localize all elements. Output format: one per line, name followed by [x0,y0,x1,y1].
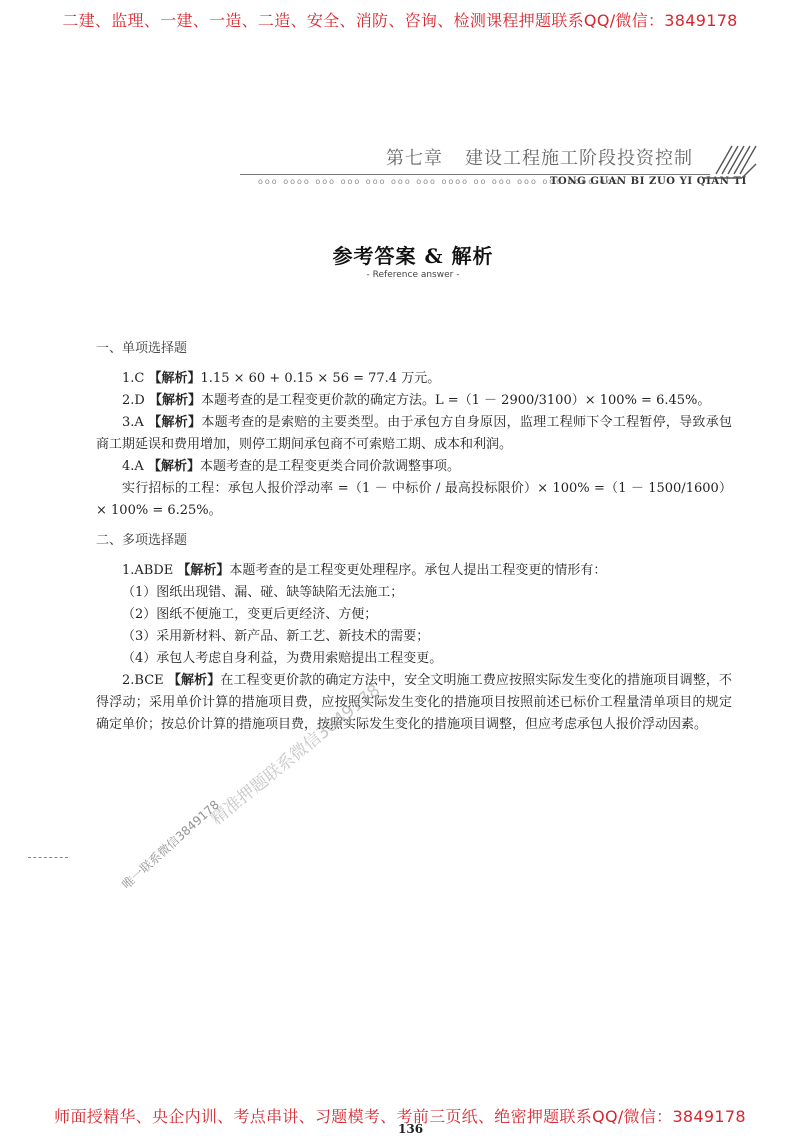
scan-mark [28,857,68,859]
answer-text: 本题考查的是索赔的主要类型。由于承包方自身原因，监理工程师下令工程暂停，导致承包商工期延误和费用增加，则停工期间承包商不可索赔工期、成本和利润。 [96,415,732,452]
answer-number: 2.D [122,393,145,408]
analysis-tag: 【解析】 [177,563,230,578]
page-number: 136 [398,1122,424,1136]
analysis-tag: 【解析】 [167,673,221,688]
answer-content [96,338,732,736]
header-rule [240,174,710,175]
list-item [96,582,732,604]
section-multiple-choice: 二、多项选择题 [96,533,188,548]
header-subtitle: TONG GUAN BI ZUO YI QIAN TI [550,176,747,187]
chapter-number: 第七章 [386,148,443,169]
watermark-text: 精准押题联系微信3849178 [207,680,385,830]
answer-title: 参考答案 & 解析 [332,244,494,268]
header-dots: ooo oooo ooo ooo ooo ooo ooo oooo oo ooo ooo ooo oooo ooo [258,177,621,186]
list-item [96,648,732,670]
list-item [96,604,732,626]
answer-item [96,390,732,412]
answer-text: （3）采用新材料、新产品、新工艺、新技术的需要； [122,629,430,644]
answer-text: （1）图纸出现错、漏、碰、缺等缺陷无法施工； [122,585,404,600]
answer-number: 1.C [122,371,145,386]
answer-item [96,456,732,478]
bottom-banner: 师面授精华、央企内训、考点串讲、习题模考、考前三页纸、绝密押题联系QQ/微信：3849178 [54,1107,746,1126]
answer-text: 1.15 × 60 + 0.15 × 56 = 77.4 万元。 [200,371,441,386]
answer-text: 实行招标的工程：承包人报价浮动率 =（1 － 中标价 / 最高投标限价）× 100% =（1 － 1500/1600）× 100% = 6.25%。 [96,481,732,518]
analysis-tag: 【解析】 [148,393,201,408]
chapter-header [240,140,760,190]
chapter-title [386,144,693,170]
answer-number: 3.A [122,415,144,430]
list-item [96,626,732,648]
section-single-choice: 一、单项选择题 [96,341,188,356]
answer-text: 本题考查的是工程变更价款的确定方法。L =（1 － 2900/3100）× 100% = 6.45%。 [200,393,711,408]
chapter-name: 建设工程施工阶段投资控制 [465,148,693,169]
answer-item [96,412,732,456]
answer-text: 本题考查的是工程变更类合同价款调整事项。 [199,459,460,474]
top-banner: 二建、监理、一建、一造、二造、安全、消防、咨询、检测课程押题联系QQ/微信：3849178 [62,11,738,30]
answer-text: 本题考查的是工程变更处理程序。承包人提出工程变更的情形有： [229,563,607,578]
answer-subtitle: - Reference answer - [366,270,460,280]
header-stripes-icon [702,144,758,188]
answer-text: （4）承包人考虑自身利益，为费用索赔提出工程变更。 [122,651,443,666]
answer-number: 2.BCE [122,673,164,688]
answer-number: 4.A [122,459,144,474]
answer-text: （2）图纸不便施工，变更后更经济、方便； [122,607,378,622]
analysis-tag: 【解析】 [147,459,200,474]
watermark-text: 唯一联系微信3849178 [119,797,222,892]
answer-item [96,670,732,736]
answer-item [96,560,732,582]
answer-item [96,368,732,390]
analysis-tag: 【解析】 [148,415,202,430]
analysis-tag: 【解析】 [148,371,201,386]
answer-continuation [96,478,732,522]
answer-number: 1.ABDE [122,563,174,578]
answer-text: 在工程变更价款的确定方法中，安全文明施工费应按照实际发生变化的措施项目调整，不得浮动；采用单价计算的措施项目费，应按照实际发生变化的措施项目按照前述已标价工程量清单项目的规定确定单价；按总价计算的措施项目费，按照实际发生变化的措施项目调整，但应考虑承包人报价浮动因素。 [96,673,732,732]
